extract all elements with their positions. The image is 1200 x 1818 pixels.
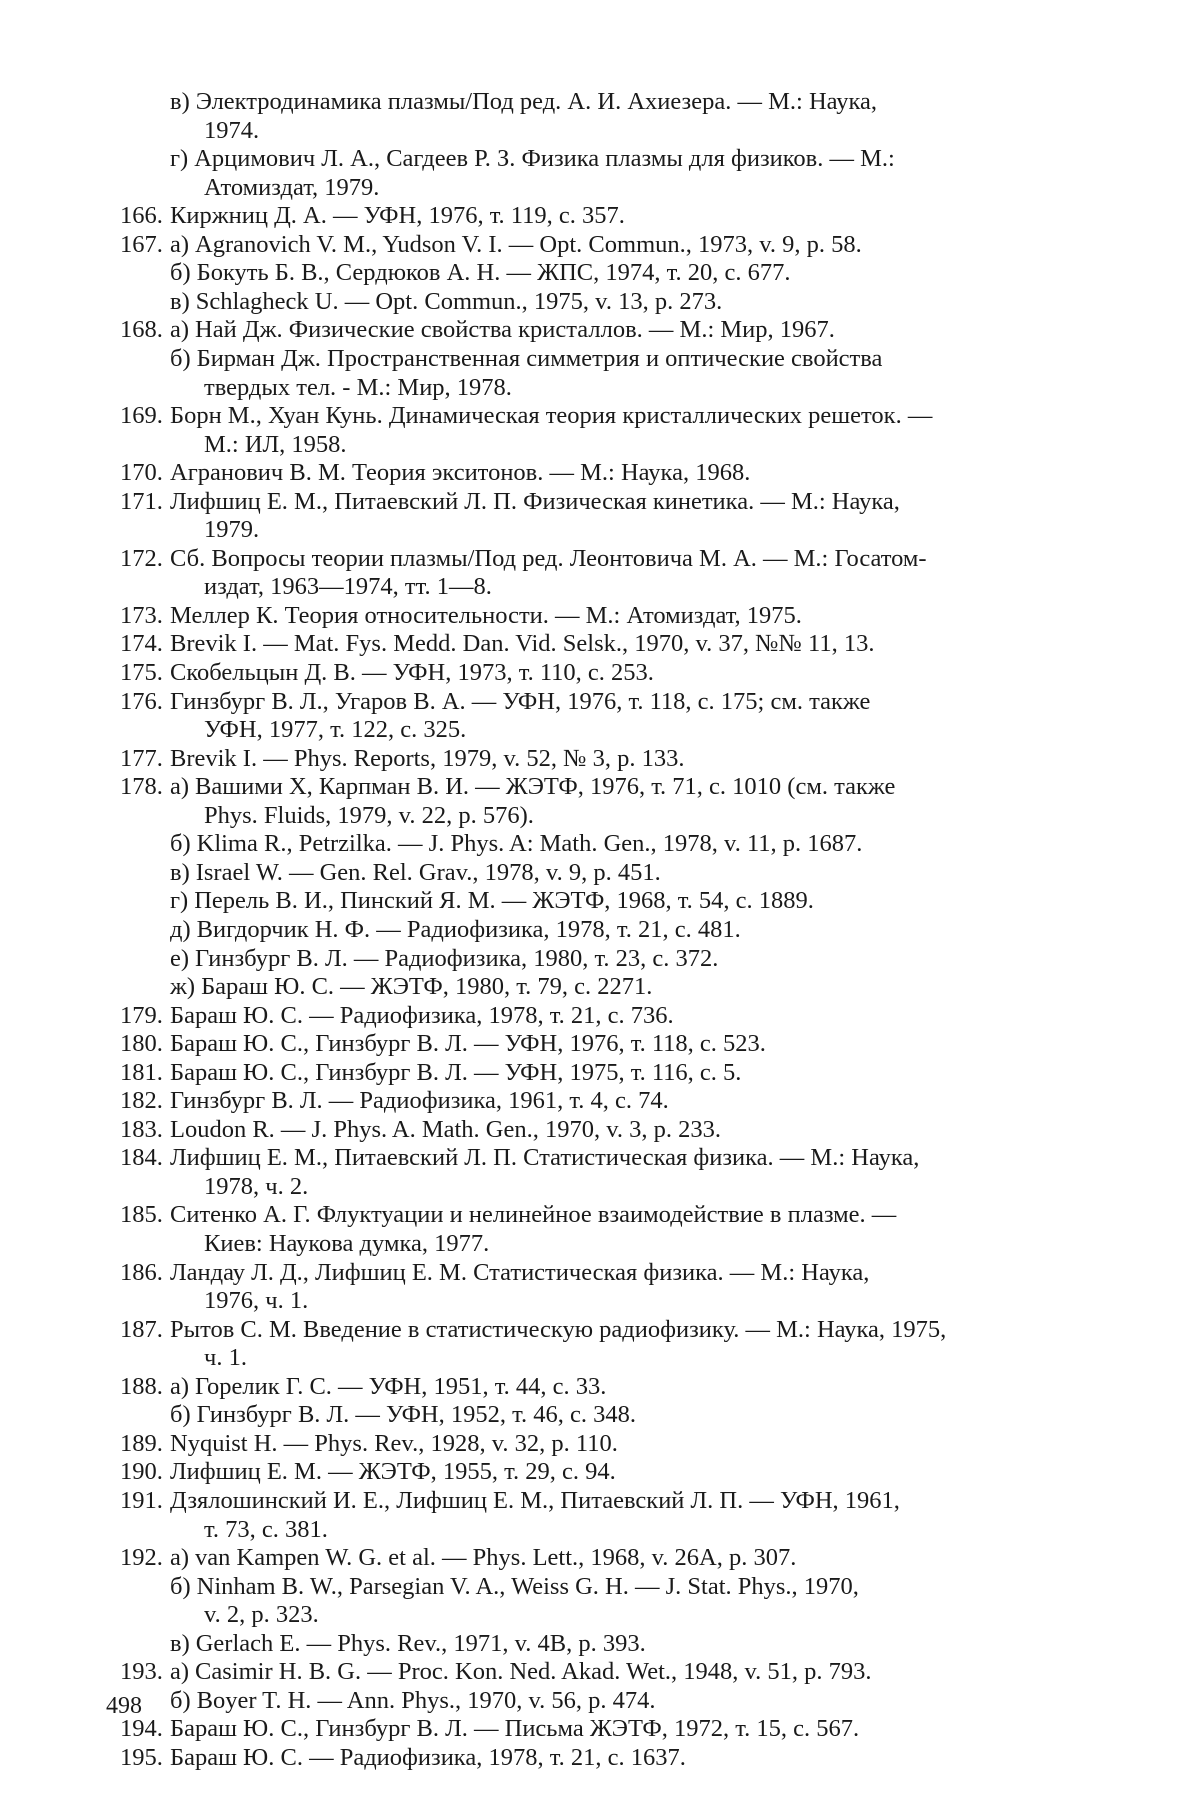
reference-continuation-line	[120, 1601, 1080, 1630]
reference-line	[120, 1658, 1080, 1687]
reference-entry	[120, 1030, 1080, 1059]
reference-text: Nyquist H. — Phys. Rev., 1928, v. 32, p. 110.	[170, 1429, 618, 1457]
reference-number: 178.	[120, 773, 163, 801]
reference-text: Электродинамика плазмы/Под ред. А. И. Ахиезера. — М.: Наука,	[195, 88, 878, 115]
reference-entry	[120, 1144, 1080, 1201]
reference-line	[120, 773, 1080, 802]
reference-continuation-line	[120, 1344, 1080, 1373]
sub-item-label: в)	[170, 88, 190, 115]
reference-entry	[120, 1373, 1080, 1402]
sub-item-label: а)	[170, 1658, 190, 1686]
reference-line	[120, 1373, 1080, 1402]
reference-text: 1979.	[204, 516, 260, 544]
sub-item-label: б)	[170, 830, 191, 858]
reference-text: Ландау Л. Д., Лифшиц Е. М. Статистическая физика. — М.: Наука,	[170, 1258, 870, 1286]
reference-line	[120, 1687, 1080, 1716]
reference-text: 1976, ч. 1.	[204, 1287, 309, 1315]
reference-entry	[120, 745, 1080, 774]
reference-entry	[120, 345, 1080, 402]
reference-number: 184.	[120, 1144, 163, 1172]
reference-text: Киржниц Д. А. — УФН, 1976, т. 119, с. 357.	[170, 202, 625, 230]
reference-text: 1974.	[204, 116, 260, 144]
reference-line	[120, 973, 1080, 1002]
sub-item-label: а)	[170, 1372, 190, 1400]
reference-entry	[120, 830, 1080, 859]
reference-line	[120, 830, 1080, 859]
reference-text: Лифшиц Е. М. — ЖЭТФ, 1955, т. 29, с. 94.	[170, 1458, 616, 1486]
reference-entry	[120, 1715, 1080, 1744]
reference-line	[120, 602, 1080, 631]
reference-line	[120, 345, 1080, 374]
reference-text: Israel W. — Gen. Rel. Grav., 1978, v. 9, p. 451.	[195, 858, 661, 886]
sub-item-label: в)	[170, 287, 190, 315]
reference-entry	[120, 231, 1080, 260]
reference-entry	[120, 145, 1080, 202]
reference-entry	[120, 1573, 1080, 1630]
reference-entry	[120, 202, 1080, 231]
reference-number: 170.	[120, 459, 163, 487]
sub-item-label: ж)	[170, 973, 196, 1001]
reference-entry	[120, 602, 1080, 631]
reference-line	[120, 630, 1080, 659]
reference-line	[120, 887, 1080, 916]
reference-text: van Kampen W. G. et al. — Phys. Lett., 1968, v. 26A, p. 307.	[195, 1544, 797, 1572]
reference-number: 190.	[120, 1458, 163, 1486]
sub-item-label: г)	[170, 145, 189, 173]
reference-line	[120, 1715, 1080, 1744]
reference-entry	[120, 1316, 1080, 1373]
reference-line	[120, 1059, 1080, 1088]
reference-text: Рытов С. М. Введение в статистическую радиофизику. — М.: Наука, 1975,	[170, 1315, 947, 1343]
reference-number: 179.	[120, 1001, 163, 1029]
reference-number: 182.	[120, 1087, 163, 1115]
reference-number: 172.	[120, 544, 163, 572]
reference-entry	[120, 88, 1080, 145]
reference-number: 185.	[120, 1201, 163, 1229]
reference-number: 191.	[120, 1486, 163, 1514]
reference-entry	[120, 1658, 1080, 1687]
reference-text: v. 2, p. 323.	[204, 1601, 319, 1629]
sub-item-label: д)	[170, 915, 191, 943]
reference-continuation-line	[120, 802, 1080, 831]
reference-line	[120, 688, 1080, 717]
reference-entry	[120, 1458, 1080, 1487]
reference-entry	[120, 688, 1080, 745]
reference-number: 193.	[120, 1658, 163, 1686]
reference-entry	[120, 1401, 1080, 1430]
reference-line	[120, 659, 1080, 688]
reference-entry	[120, 659, 1080, 688]
reference-line	[120, 1201, 1080, 1230]
reference-entry	[120, 973, 1080, 1002]
reference-text: Борн М., Хуан Кунь. Динамическая теория кристаллических решеток. —	[170, 402, 933, 430]
reference-text: Бирман Дж. Пространственная симметрия и оптические свойства	[196, 344, 883, 372]
reference-text: Gerlach E. — Phys. Rev., 1971, v. 4B, p. 393.	[195, 1629, 646, 1657]
reference-line	[120, 945, 1080, 974]
reference-continuation-line	[120, 374, 1080, 403]
reference-number: 175.	[120, 659, 163, 686]
reference-entry	[120, 1259, 1080, 1316]
reference-continuation-line	[120, 1287, 1080, 1316]
reference-entry	[120, 259, 1080, 288]
reference-line	[120, 745, 1080, 774]
reference-number: 169.	[120, 402, 163, 430]
reference-text: Бараш Ю. С. — ЖЭТФ, 1980, т. 79, с. 2271.	[201, 973, 653, 1001]
reference-entry	[120, 1630, 1080, 1659]
reference-text: Атомиздат, 1979.	[204, 173, 380, 201]
sub-item-label: е)	[170, 944, 190, 972]
reference-entry	[120, 1544, 1080, 1573]
sub-item-label: а)	[170, 773, 190, 801]
reference-line	[120, 1458, 1080, 1487]
reference-line	[120, 88, 1080, 117]
reference-entry	[120, 488, 1080, 545]
reference-text: Klima R., Petrzilka. — J. Phys. A: Math. Gen., 1978, v. 11, p. 1687.	[196, 830, 863, 858]
reference-continuation-line	[120, 1173, 1080, 1202]
reference-text: Ninham B. W., Parsegian V. A., Weiss G. H. — J. Stat. Phys., 1970,	[196, 1572, 859, 1600]
reference-continuation-line	[120, 1230, 1080, 1259]
reference-text: Гинзбург В. Л. — Радиофизика, 1961, т. 4, с. 74.	[170, 1087, 669, 1115]
reference-number: 183.	[120, 1115, 163, 1143]
reference-text: Ситенко А. Г. Флуктуации и нелинейное взаимодействие в плазме. —	[170, 1201, 897, 1229]
reference-number: 186.	[120, 1258, 163, 1286]
reference-text: Лифшиц Е. М., Питаевский Л. П. Статистическая физика. — М.: Наука,	[170, 1144, 920, 1172]
reference-entry	[120, 1002, 1080, 1031]
reference-text: Бараш Ю. С., Гинзбург В. Л. — УФН, 1975, т. 116, с. 5.	[170, 1058, 742, 1086]
reference-line	[120, 1087, 1080, 1116]
reference-number: 189.	[120, 1429, 163, 1457]
reference-entry	[120, 887, 1080, 916]
reference-entry	[120, 773, 1080, 830]
reference-text: т. 73, с. 381.	[204, 1515, 328, 1543]
reference-line	[120, 288, 1080, 317]
reference-text: Бараш Ю. С. — Радиофизика, 1978, т. 21, с. 1637.	[170, 1743, 686, 1771]
reference-number: 166.	[120, 202, 163, 230]
reference-text: 1978, ч. 2.	[204, 1173, 309, 1200]
reference-text: Най Дж. Физические свойства кристаллов. — М.: Мир, 1967.	[195, 316, 835, 344]
reference-text: Вигдорчик Н. Ф. — Радиофизика, 1978, т. 21, с. 481.	[196, 915, 741, 943]
reference-line	[120, 1487, 1080, 1516]
reference-text: издат, 1963—1974, тт. 1—8.	[204, 573, 492, 601]
reference-line	[120, 1430, 1080, 1459]
reference-entry	[120, 1087, 1080, 1116]
reference-text: Меллер К. Теория относительности. — М.: Атомиздат, 1975.	[170, 601, 802, 629]
sub-item-label: б)	[170, 344, 191, 372]
sub-item-label: г)	[170, 887, 189, 915]
reference-number: 188.	[120, 1372, 163, 1400]
reference-line	[120, 202, 1080, 231]
sub-item-label: б)	[170, 1686, 191, 1714]
reference-number: 171.	[120, 487, 163, 515]
reference-entry	[120, 316, 1080, 345]
reference-entry	[120, 402, 1080, 459]
reference-continuation-line	[120, 516, 1080, 545]
reference-continuation-line	[120, 716, 1080, 745]
reference-number: 176.	[120, 687, 163, 715]
reference-text: М.: ИЛ, 1958.	[204, 430, 347, 458]
sub-item-label: б)	[170, 1572, 191, 1600]
reference-line	[120, 1144, 1080, 1173]
reference-text: Бараш Ю. С., Гинзбург В. Л. — УФН, 1976, т. 118, с. 523.	[170, 1030, 766, 1058]
sub-item-label: а)	[170, 316, 190, 344]
reference-line	[120, 1744, 1080, 1773]
reference-text: ч. 1.	[204, 1344, 247, 1372]
reference-text: Лифшиц Е. М., Питаевский Л. П. Физическая кинетика. — М.: Наука,	[170, 487, 900, 515]
reference-entry	[120, 916, 1080, 945]
reference-entry	[120, 859, 1080, 888]
reference-text: Бараш Ю. С., Гинзбург В. Л. — Письма ЖЭТФ, 1972, т. 15, с. 567.	[170, 1715, 860, 1743]
reference-line	[120, 859, 1080, 888]
reference-text: Phys. Fluids, 1979, v. 22, p. 576).	[204, 801, 534, 829]
reference-text: Brevik I. — Mat. Fys. Medd. Dan. Vid. Selsk., 1970, v. 37, №№ 11, 13.	[170, 630, 875, 658]
reference-text: Дзялошинский И. Е., Лифшиц Е. М., Питаевский Л. П. — УФН, 1961,	[170, 1486, 900, 1514]
reference-text: Brevik I. — Phys. Reports, 1979, v. 52, № 3, p. 133.	[170, 744, 685, 772]
reference-text: Агранович В. М. Теория экситонов. — М.: Наука, 1968.	[170, 459, 751, 487]
reference-text: Loudon R. — J. Phys. A. Math. Gen., 1970, v. 3, p. 233.	[170, 1115, 722, 1143]
reference-text: Киев: Наукова думка, 1977.	[204, 1230, 490, 1258]
reference-number: 173.	[120, 601, 163, 629]
reference-text: Арцимович Л. А., Сагдеев Р. З. Физика плазмы для физиков. — М.:	[194, 145, 895, 173]
reference-entry	[120, 288, 1080, 317]
reference-entry	[120, 1059, 1080, 1088]
reference-entry	[120, 1430, 1080, 1459]
reference-entry	[120, 459, 1080, 488]
reference-text: Сб. Вопросы теории плазмы/Под ред. Леонтовича М. А. — М.: Госатом-	[170, 544, 927, 572]
reference-line	[120, 259, 1080, 288]
sub-item-label: а)	[170, 1544, 190, 1572]
reference-entry	[120, 630, 1080, 659]
reference-number: 177.	[120, 744, 163, 772]
reference-continuation-line	[120, 1516, 1080, 1545]
reference-text: Перель В. И., Пинский Я. М. — ЖЭТФ, 1968, т. 54, с. 1889.	[194, 887, 814, 915]
reference-line	[120, 231, 1080, 260]
reference-line	[120, 1544, 1080, 1573]
reference-continuation-line	[120, 431, 1080, 460]
reference-entry	[120, 1744, 1080, 1773]
reference-text: Boyer T. H. — Ann. Phys., 1970, v. 56, p. 474.	[196, 1686, 656, 1714]
sub-item-label: в)	[170, 1629, 190, 1657]
reference-number: 180.	[120, 1030, 163, 1058]
reference-line	[120, 1573, 1080, 1602]
reference-entry	[120, 1201, 1080, 1258]
reference-entry	[120, 545, 1080, 602]
reference-number: 168.	[120, 316, 163, 344]
reference-text: Скобельцын Д. В. — УФН, 1973, т. 110, с. 253.	[170, 659, 654, 686]
reference-number: 167.	[120, 230, 163, 258]
reference-line	[120, 1316, 1080, 1345]
reference-line	[120, 1002, 1080, 1031]
reference-line	[120, 488, 1080, 517]
reference-number: 181.	[120, 1058, 163, 1086]
reference-line	[120, 916, 1080, 945]
reference-line	[120, 1630, 1080, 1659]
reference-line	[120, 545, 1080, 574]
reference-number: 187.	[120, 1315, 163, 1343]
reference-text: Гинзбург В. Л. — УФН, 1952, т. 46, с. 348.	[196, 1401, 636, 1429]
reference-text: Гинзбург В. Л., Угаров В. А. — УФН, 1976, т. 118, с. 175; см. также	[170, 687, 871, 715]
reference-text: Schlagheck U. — Opt. Commun., 1975, v. 13, p. 273.	[195, 287, 723, 315]
reference-line	[120, 1259, 1080, 1288]
reference-number: 195.	[120, 1743, 163, 1771]
reference-line	[120, 145, 1080, 174]
reference-continuation-line	[120, 174, 1080, 203]
reference-text: Гинзбург В. Л. — Радиофизика, 1980, т. 23, с. 372.	[195, 944, 719, 972]
reference-line	[120, 402, 1080, 431]
reference-entry	[120, 1487, 1080, 1544]
reference-text: Горелик Г. С. — УФН, 1951, т. 44, с. 33.	[195, 1372, 607, 1400]
reference-text: УФН, 1977, т. 122, с. 325.	[204, 716, 467, 744]
reference-text: Бараш Ю. С. — Радиофизика, 1978, т. 21, с. 736.	[170, 1001, 674, 1029]
reference-text: Casimir H. B. G. — Proc. Kon. Ned. Akad. Wet., 1948, v. 51, p. 793.	[195, 1658, 872, 1686]
reference-number: 192.	[120, 1544, 163, 1572]
reference-entry	[120, 1687, 1080, 1716]
reference-line	[120, 459, 1080, 488]
reference-continuation-line	[120, 573, 1080, 602]
reference-number: 194.	[120, 1715, 163, 1743]
sub-item-label: а)	[170, 230, 190, 258]
reference-text: Бокуть Б. В., Сердюков А. Н. — ЖПС, 1974, т. 20, с. 677.	[196, 259, 791, 287]
page-number: 498	[106, 1693, 142, 1719]
sub-item-label: б)	[170, 1401, 191, 1429]
reference-line	[120, 316, 1080, 345]
reference-line	[120, 1116, 1080, 1145]
sub-item-label: в)	[170, 858, 190, 886]
reference-line	[120, 1401, 1080, 1430]
reference-text: твердых тел. - М.: Мир, 1978.	[204, 373, 512, 401]
reference-line	[120, 1030, 1080, 1059]
reference-entry	[120, 1116, 1080, 1145]
reference-number: 174.	[120, 630, 163, 658]
reference-text: Вашими Х, Карпман В. И. — ЖЭТФ, 1976, т. 71, с. 1010 (см. также	[195, 773, 896, 801]
reference-continuation-line	[120, 117, 1080, 146]
reference-entry	[120, 945, 1080, 974]
reference-text: Agranovich V. M., Yudson V. I. — Opt. Commun., 1973, v. 9, p. 58.	[195, 230, 862, 258]
sub-item-label: б)	[170, 259, 191, 287]
